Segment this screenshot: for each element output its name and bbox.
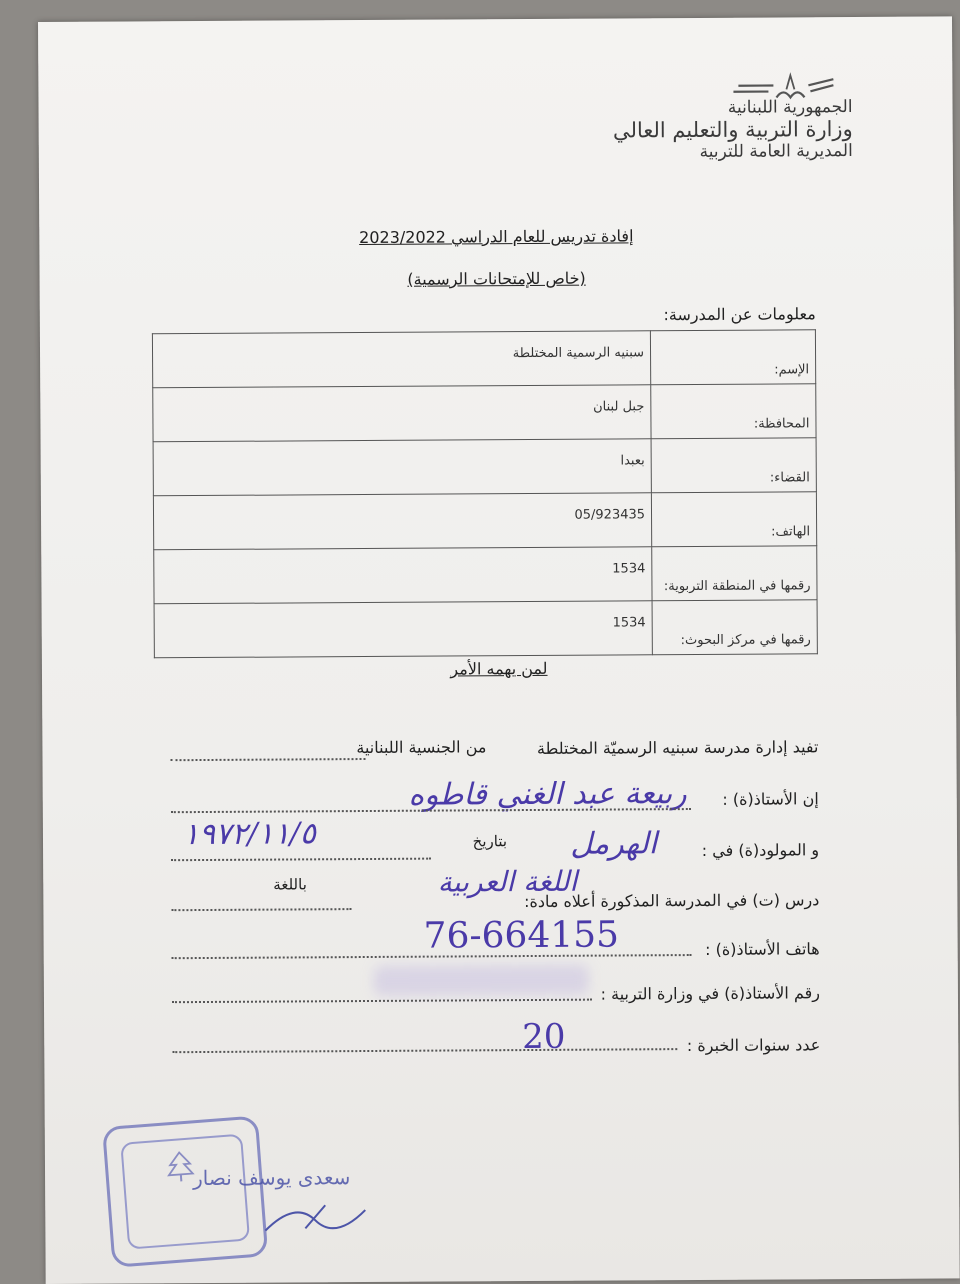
cedar-official-stamp-icon: [102, 1115, 268, 1267]
school-section-label: معلومات عن المدرسة:: [663, 304, 816, 325]
header-directorate: المديرية العامة للتربية: [699, 141, 853, 162]
experience-handwritten: 20: [522, 1016, 566, 1058]
row-label: الإسم:: [650, 330, 815, 385]
header-republic: الجمهورية اللبنانية: [727, 97, 853, 118]
birthdate-label: بتاريخ: [472, 832, 508, 851]
ministry-number-label: رقم الأستاذ(ة) في وزارة التربية :: [600, 983, 821, 1004]
row-label: رقمها في المنطقة التربوية:: [652, 546, 817, 601]
table-row: [153, 384, 816, 442]
row-label: المحافظة:: [651, 384, 816, 439]
dotted-line: [171, 908, 351, 911]
table-row: [153, 438, 816, 496]
document-subtitle: (خاص للإمتحانات الرسمية): [407, 268, 586, 289]
birthplace-label: و المولود(ة) في :: [701, 840, 820, 860]
teacher-phone-label: هاتف الأستاذ(ة) :: [705, 939, 820, 959]
body-line1-school: تفيد إدارة مدرسة سبنيه الرسميّة المختلطة: [536, 737, 819, 758]
table-row: [152, 330, 815, 388]
redacted-number: [374, 965, 589, 996]
experience-label: عدد سنوات الخبرة :: [686, 1035, 821, 1056]
row-value: سبنيه الرسمية المختلطة: [152, 331, 650, 388]
to-whom-heading: لمن يهمه الأمر: [450, 658, 548, 679]
row-label: الهاتف:: [651, 492, 816, 547]
signature-scribble-icon: [255, 1190, 375, 1241]
teacher-name-label: إن الأستاذ(ة) :: [722, 789, 819, 809]
document-title: إفادة تدريس للعام الدراسي 2023/2022: [359, 226, 634, 248]
table-row: [154, 600, 817, 658]
row-label: القضاء:: [651, 438, 816, 493]
row-value: 1534: [154, 547, 652, 604]
subject-label: درس (ت) في المدرسة المذكورة أعلاه مادة:: [523, 890, 820, 912]
signature-name: سعدى يوسف نصار: [192, 1165, 351, 1191]
row-label: رقمها في مركز البحوث:: [652, 600, 817, 655]
dotted-line: [172, 1048, 677, 1053]
dotted-line: [172, 954, 692, 959]
school-info-table: [152, 329, 818, 658]
birthdate-handwritten: ١٩٧٢/١١/٥: [182, 816, 317, 853]
body-line1-nationality: من الجنسية اللبنانية: [356, 737, 487, 758]
teacher-name-handwritten: ربيعة عبد الغني قاطوه: [408, 776, 687, 813]
language-label: باللغة: [273, 875, 307, 894]
dotted-line: [171, 758, 366, 761]
teacher-phone-handwritten: 76-664155: [423, 914, 620, 957]
row-value: جبل لبنان: [153, 385, 651, 442]
document-page: [38, 16, 960, 1284]
subject-handwritten: اللغة العربية: [437, 864, 578, 899]
row-value: بعبدا: [153, 439, 651, 496]
dotted-line: [171, 858, 431, 862]
header-ministry: وزارة التربية والتعليم العالي: [612, 117, 853, 143]
row-value: 1534: [154, 601, 652, 658]
cedar-icon: [165, 1149, 195, 1183]
dotted-line: [172, 999, 592, 1004]
row-value: 05/923435: [153, 493, 651, 550]
birthplace-handwritten: الهرمل: [570, 826, 658, 862]
table-row: [154, 546, 817, 604]
table-row: [153, 492, 816, 550]
